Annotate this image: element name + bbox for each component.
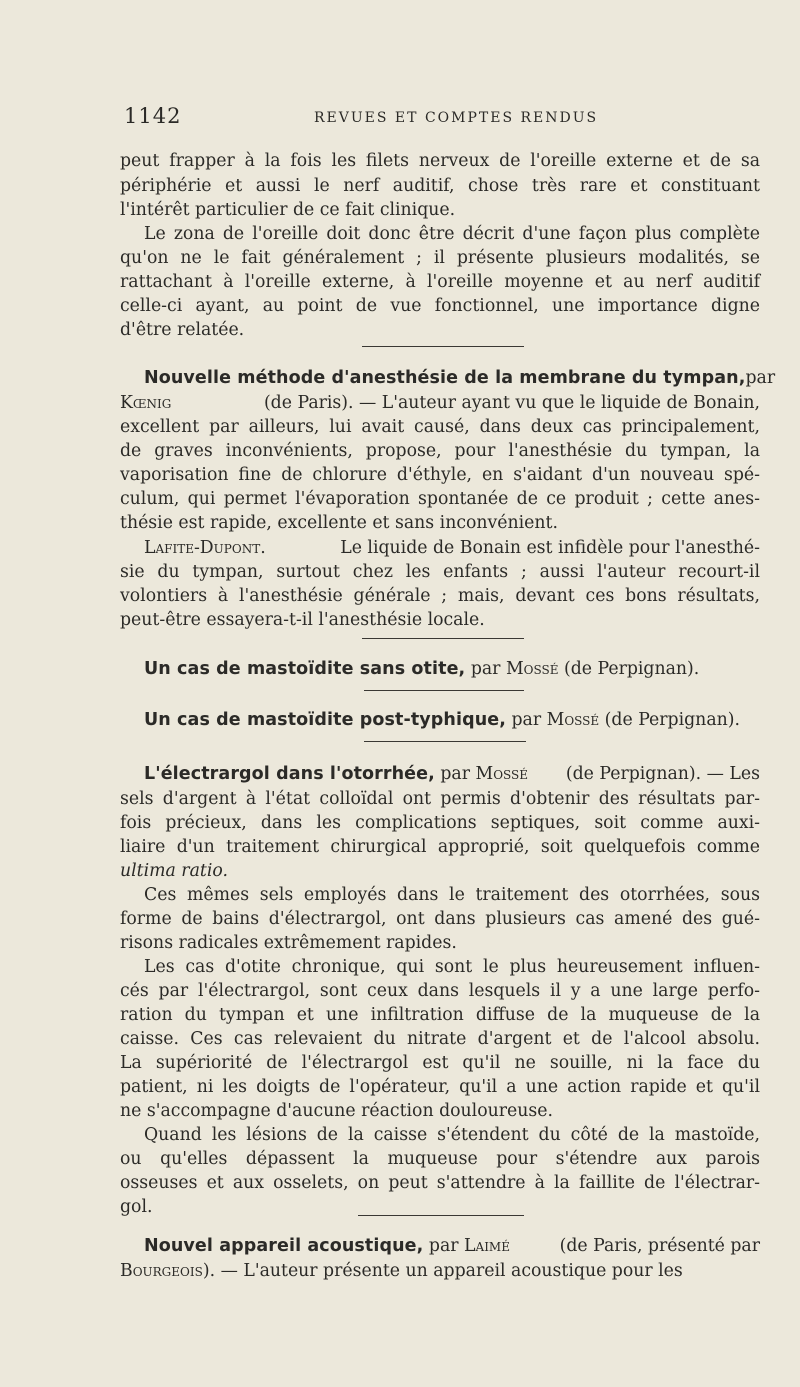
article-title: Nouvel appareil acoustique, [144,1236,424,1256]
text-line: gol. [120,1197,153,1217]
author-place: (de Paris). — L'auteur ayant vu que le liquide de Bonain, [263,393,760,413]
text-line: liaire d'un traitement chirurgical approprié, soit quelquefois comme [120,837,760,857]
byline-par: par [440,764,471,784]
text-line: de graves inconvénients, propose, pour l'anesthésie du tympan, la [120,441,760,461]
article-title: L'électrargol dans l'otorrhée, [144,764,435,784]
author-place: (de Perpignan). [563,659,700,679]
text-line: forme de bains d'électrargol, ont dans plusieurs cas amené des gué- [120,909,760,929]
running-title: REVUES ET COMPTES RENDUS [314,110,599,126]
text-line: Le zona de l'oreille doit donc être décrit d'une façon plus complète [144,224,760,244]
text-line: osseuses et aux osselets, on peut s'attendre à la faillite de l'électrar- [120,1173,760,1193]
author-name: Laimé [464,1236,510,1256]
author-place: (de Perpignan). [604,710,740,730]
running-head [124,104,764,132]
article-heading [144,1234,760,1258]
text-line: Les cas d'otite chronique, qui sont le plus heureusement influen- [144,957,760,977]
byline-par: par [470,659,501,679]
byline-par: par [745,368,776,388]
text-line: ultima ratio. [120,861,228,881]
section-divider [358,1215,524,1216]
text-line: volontiers à l'anesthésie générale ; mais, devant ces bons résultats, [120,586,760,606]
text-line: culum, qui permet l'évaporation spontanée de ce produit ; cette anes- [120,489,760,509]
byline-par: par [511,710,542,730]
text-line: risons radicales extrêmement rapides. [120,933,457,953]
text-line: peut-être essayera-t-il l'anesthésie locale. [120,610,485,630]
author-name: Mossé [475,764,529,784]
text-line: ou qu'elles dépassent la muqueuse pour s'étendre aux parois [120,1149,760,1169]
text-line [120,391,760,415]
section-divider [362,346,524,347]
byline-par: par [428,1236,459,1256]
text-line: qu'on ne le fait généralement ; il présente plusieurs modalités, se [120,248,760,268]
section-divider [364,690,524,691]
page-number: 1142 [124,104,182,128]
article-title: Un cas de mastoïdite post-typhique, [144,710,506,730]
text-line: excellent par ailleurs, lui avait causé, dans deux cas principalement, [120,417,760,437]
text-line: cés par l'électrargol, sont ceux dans lesquels il y a une large perfo- [120,981,760,1001]
text-line: sels d'argent à l'état colloïdal ont permis d'obtenir des résultats par- [120,789,760,809]
text-line: fois précieux, dans les complications septiques, soit comme auxi- [120,813,760,833]
text-line: celle-ci ayant, au point de vue fonctionnel, une importance digne [120,296,760,316]
text-line: rattachant à l'oreille externe, à l'oreille moyenne et au nerf auditif [120,272,760,292]
discussion-text: Le liquide de Bonain est infidèle pour l'anesthé- [340,538,760,558]
text-line [120,1259,760,1283]
heading-group [144,1234,510,1258]
article-heading [144,762,760,786]
text-line: patient, ni les doigts de l'opérateur, qu'il a une action rapide et qu'il [120,1077,760,1097]
author-place: (de Paris, présenté par [559,1236,760,1256]
presenter-name: Bourgeois [120,1261,203,1281]
text-line: La supériorité de l'électrargol est qu'il ne souille, ni la face du [120,1053,760,1073]
article-title: Un cas de mastoïdite sans otite, [144,659,466,679]
text-line [144,536,760,560]
text-line: périphérie et aussi le nerf auditif, chose très rare et constituant [120,176,760,196]
text-line: d'être relatée. [120,320,245,340]
text-line: Quand les lésions de la caisse s'étendent du côté de la mastoïde, [144,1125,760,1145]
text-line: ration du tympan et une infiltration diffuse de la muqueuse de la [120,1005,760,1025]
text-line: vaporisation fine de chlorure d'éthyle, en s'aidant d'un nouveau spé- [120,465,760,485]
text-line: thésie est rapide, excellente et sans inconvénient. [120,513,558,533]
heading-group [144,762,528,786]
text-line: l'intérêt particulier de ce fait clinique. [120,200,456,220]
section-divider [364,741,526,742]
article-heading [144,366,776,390]
text-line: Ces mêmes sels employés dans le traitement des otorrhées, sous [144,885,760,905]
author-name: Kœnig [120,393,172,413]
author-name: Mossé [546,710,600,730]
text-line: sie du tympan, surtout chez les enfants ; aussi l'auteur recourt-il [120,562,760,582]
discussant-name: Lafite-Dupont. [144,538,266,558]
text-line: peut frapper à la fois les filets nerveux de l'oreille externe et de sa [120,151,760,171]
author-name: Mossé [505,659,559,679]
section-divider [362,638,524,639]
article-title: Nouvelle méthode d'anesthésie de la membrane du tympan, [144,368,746,388]
author-place: (de Perpignan). — Les [565,764,760,784]
article-heading [144,708,760,732]
text-line: caisse. Ces cas relevaient du nitrate d'argent et de l'alcool absolu. [120,1029,760,1049]
text-line: ne s'accompagne d'aucune réaction douloureuse. [120,1101,553,1121]
article-heading [144,657,760,681]
text-fragment: ). — L'auteur présente un appareil acoustique pour les [202,1261,683,1281]
